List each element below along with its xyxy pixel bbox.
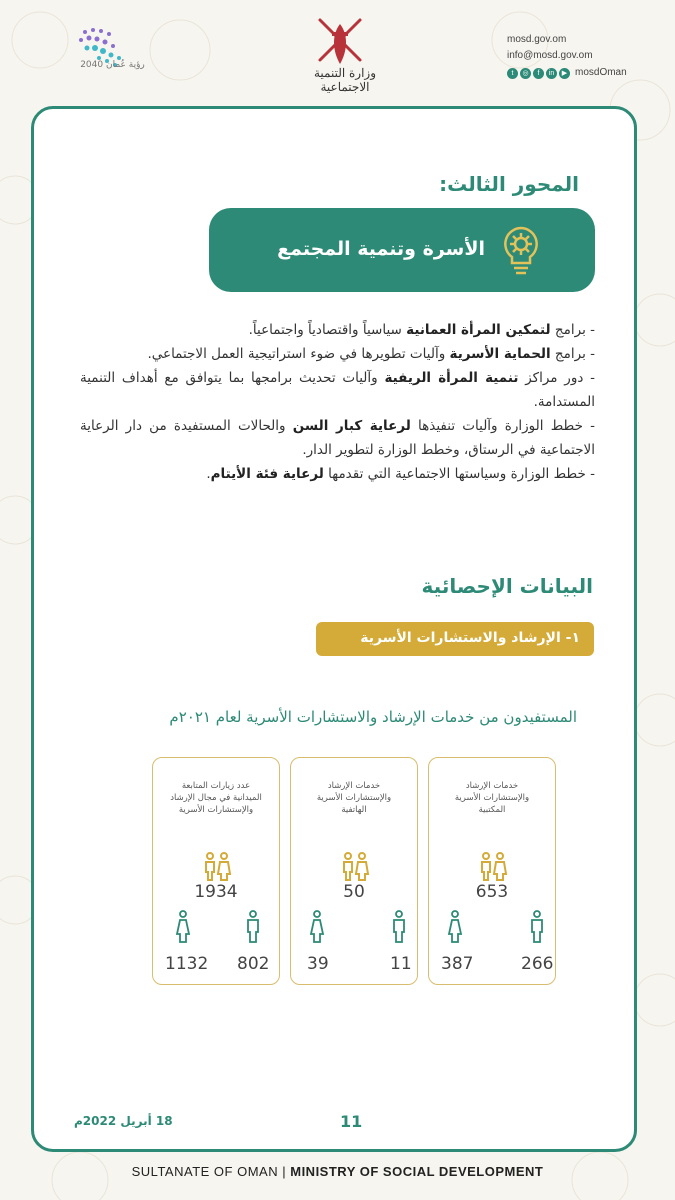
bullet-item: - خطط الوزارة وآليات تنفيذها لرعاية كبار السن والحالات المستفيدة من دار الرعاية الاجتماعية في الرستاق، وخطط الوزارة لتطوير الدار. — [80, 418, 596, 458]
female-icon — [309, 910, 325, 944]
publication-date: 18 أبريل 2022م — [74, 1114, 173, 1128]
oman-emblem-icon — [310, 10, 370, 72]
footer-line — [0, 1164, 675, 1179]
section-banner: ١- الإرشاد والاستشارات الأسرية — [316, 622, 594, 656]
stat-box-office — [428, 757, 556, 985]
stat-total: 1934 — [194, 882, 238, 902]
footer-country: SULTANATE OF OMAN — [131, 1164, 279, 1179]
footer-ministry: MINISTRY OF SOCIAL DEVELOPMENT — [290, 1164, 544, 1179]
website-link[interactable]: mosd.gov.om — [507, 34, 567, 45]
female-count: 1132 — [165, 954, 209, 974]
bullet-item: - خطط الوزارة وسياستها الاجتماعية التي تقدمها لرعاية فئة الأيتام. — [206, 466, 595, 482]
bullet-item: - برامج الحماية الأسرية وآليات تطويرها في ضوء استراتيجية العمل الاجتماعي. — [147, 346, 595, 362]
bullet-item: - برامج لتمكين المرأة العمانية سياسياً واقتصادياً واجتماعياً. — [248, 322, 595, 338]
stat-box-field-visits — [152, 757, 280, 985]
couple-icon — [478, 852, 508, 882]
stat-box-phone — [290, 757, 418, 985]
facebook-icon[interactable]: f — [533, 68, 544, 79]
instagram-icon[interactable]: ◎ — [520, 68, 531, 79]
couple-icon — [340, 852, 370, 882]
header — [0, 0, 675, 100]
ministry-logo: وزارة التنمية الاجتماعية — [313, 66, 377, 94]
twitter-icon[interactable]: t — [507, 68, 518, 79]
male-count: 266 — [521, 954, 554, 974]
linkedin-icon[interactable]: in — [546, 68, 557, 79]
youtube-icon[interactable]: ▶ — [559, 68, 570, 79]
female-count: 387 — [441, 954, 474, 974]
oman-vision-logo-icon — [65, 22, 150, 92]
statistics-title: البيانات الإحصائية — [421, 574, 593, 598]
stat-box-label: خدمات الإرشاد والإستشارات الأسرية الهاتفية — [316, 781, 392, 815]
bullet-list — [80, 318, 595, 486]
lightbulb-gear-icon — [499, 224, 543, 280]
topic-banner — [209, 208, 595, 292]
banner-title: الأسرة وتنمية المجتمع — [277, 238, 485, 260]
male-count: 11 — [390, 954, 412, 974]
stat-box-label: عدد زيارات المتابعة الميدانية في مجال الإرشاد والإستشارات الأسرية — [170, 781, 262, 815]
infographic-title: المستفيدون من خدمات الإرشاد والاستشارات الأسرية لعام ٢٠٢١م — [169, 708, 577, 726]
stat-total: 653 — [475, 882, 509, 902]
stat-total: 50 — [343, 882, 365, 902]
male-icon — [391, 910, 407, 944]
social-links — [507, 65, 657, 81]
page-number: 11 — [340, 1112, 363, 1131]
stat-box-label: خدمات الإرشاد والإستشارات الأسرية المكتبية — [454, 781, 530, 815]
female-icon — [175, 910, 191, 944]
email-link[interactable]: info@mosd.gov.om — [507, 50, 593, 61]
couple-icon — [202, 852, 232, 882]
male-icon — [529, 910, 545, 944]
vision-2040-text: رؤية عُمان 2040 — [80, 60, 145, 70]
social-handle[interactable]: mosdOman — [575, 67, 627, 78]
male-icon — [245, 910, 261, 944]
contact-block — [507, 32, 657, 81]
female-icon — [447, 910, 463, 944]
female-count: 39 — [307, 954, 329, 974]
axis-title: المحور الثالث: — [439, 172, 579, 196]
bullet-item: - دور مراكز تنمية المرأة الريفية وآليات تحديث برامجها بما يتوافق مع أهداف التنمية المستدامة. — [80, 370, 595, 410]
male-count: 802 — [237, 954, 270, 974]
footer-separator: | — [282, 1164, 287, 1179]
